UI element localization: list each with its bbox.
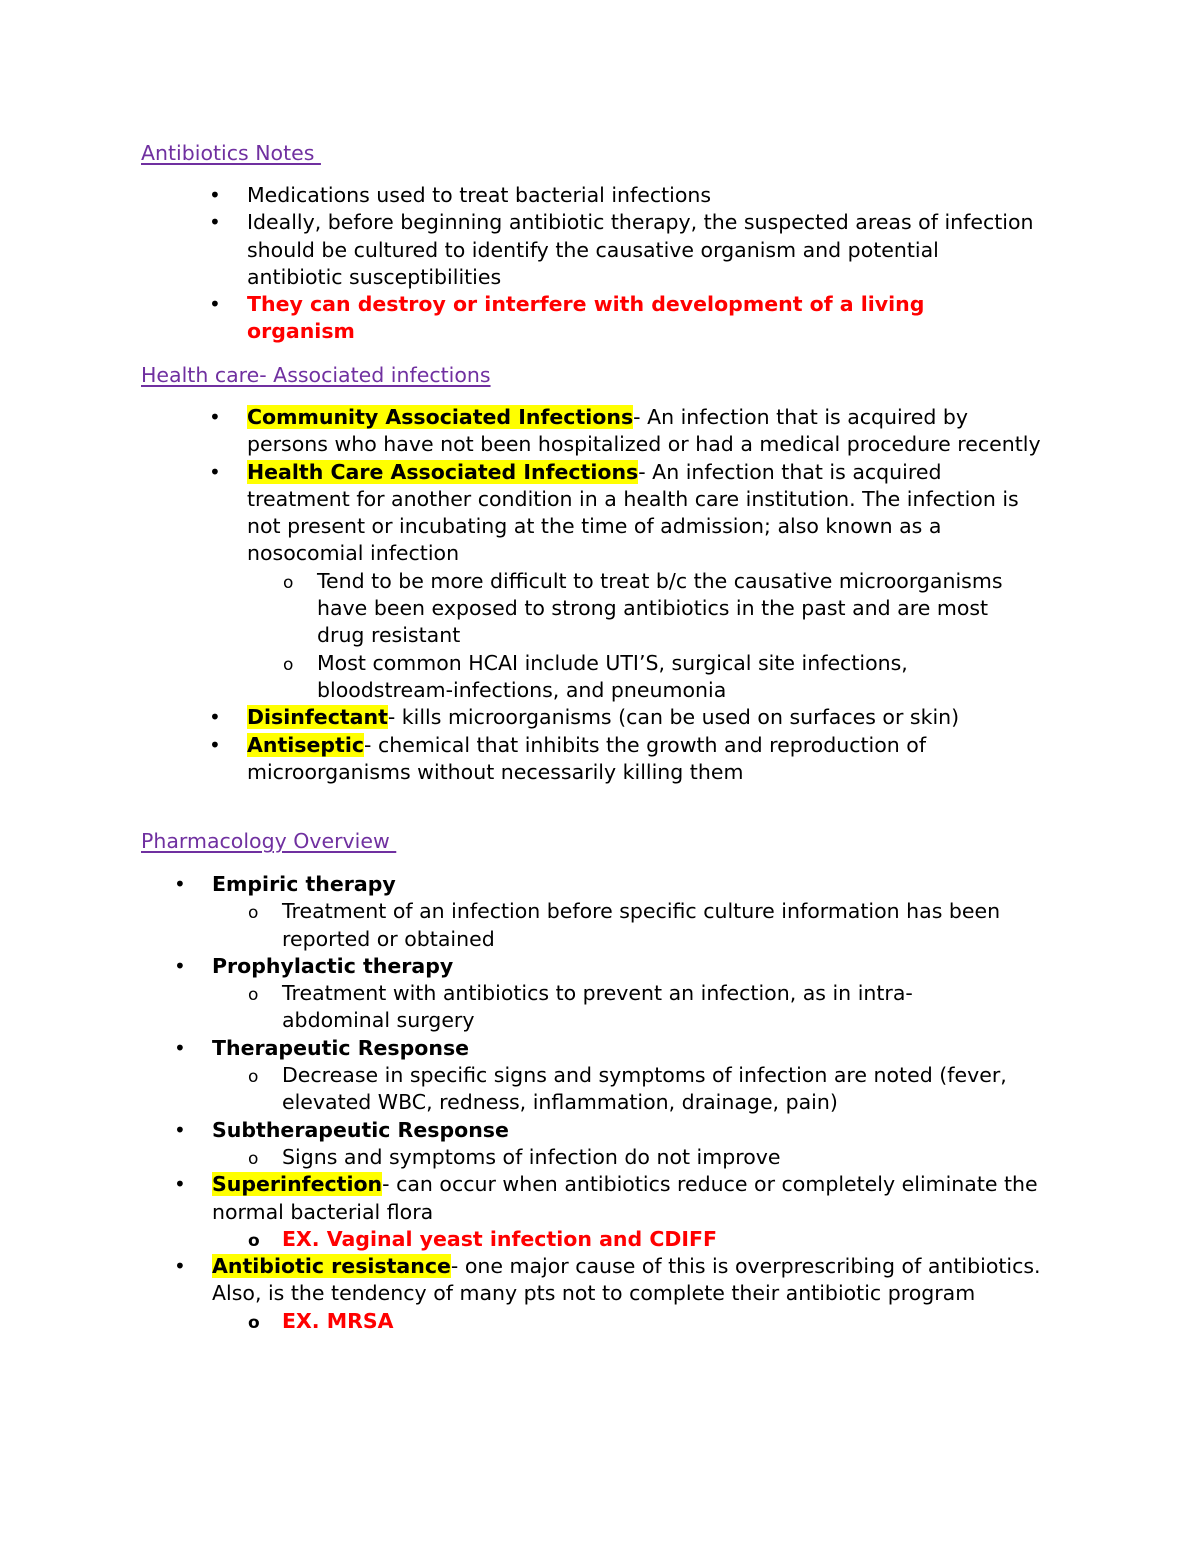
term-definition: - kills microorganisms (can be used on surfaces or skin) <box>387 705 960 730</box>
sub-bullet-icon: o <box>248 1067 259 1088</box>
list-item <box>174 1253 1057 1335</box>
sub-list <box>212 1226 1052 1253</box>
heading-antibiotics-notes: Antibiotics Notes <box>141 141 321 165</box>
term-definition: - An infection that is acquired treatment for another condition in a health care institution. The infection is not present or incubating at the time of admission; also known as a nosocomial infection <box>247 459 1019 566</box>
sub-item-text: Treatment with antibiotics to prevent an infection, as in intra-abdominal surgery <box>282 981 913 1033</box>
list-item <box>209 209 1037 291</box>
term-highlight: Health Care Associated Infections <box>247 459 639 484</box>
term-definition: - can occur when antibiotics reduce or completely eliminate the normal bacterial flora <box>212 1172 1038 1224</box>
sub-bullet-icon: o <box>283 654 294 675</box>
term-highlight: Disinfectant <box>247 705 388 730</box>
antibiotics-notes-list <box>209 182 1037 346</box>
term-highlight: Community Associated Infections <box>247 405 634 429</box>
sub-list <box>212 1308 1052 1335</box>
heading-health-care-associated-infections: Health care- Associated infections <box>141 363 491 387</box>
item-text: Ideally, before beginning antibiotic therapy, the suspected areas of infection should be cultured to identify the causative organism and potential antibiotic susceptibilities <box>247 210 1034 289</box>
bullet-icon: • <box>209 210 221 235</box>
sub-list <box>247 568 1037 704</box>
list-item <box>209 182 1037 209</box>
list-item <box>209 732 1047 787</box>
item-text-emphasis: They can destroy or interfere with development of a living organism <box>247 292 925 344</box>
pharmacology-list <box>174 871 1057 1335</box>
sub-bullet-icon: o <box>283 572 294 593</box>
sub-item-text-emphasis: EX. Vaginal yeast infection and CDIFF <box>282 1226 718 1251</box>
sub-bullet-icon: o <box>248 1148 259 1169</box>
term-highlight: Antiseptic <box>247 732 365 757</box>
sub-list-item <box>248 1144 1052 1171</box>
list-item <box>209 704 1047 731</box>
sub-list <box>212 1062 1057 1117</box>
bullet-icon: • <box>209 732 221 757</box>
sub-bullet-icon: o <box>248 1230 260 1251</box>
sub-bullet-icon: o <box>248 903 259 924</box>
sub-bullet-icon: o <box>248 1312 260 1333</box>
sub-list-item <box>248 1226 1052 1253</box>
term-definition: - one major cause of this is overprescribing of antibiotics. Also, is the tendency of many pts not to complete their antibiotic program <box>212 1254 1041 1306</box>
term-definition: - chemical that inhibits the growth and reproduction of microorganisms without necessarily killing them <box>247 732 927 784</box>
sub-item-text: Signs and symptoms of infection do not improve <box>282 1144 781 1169</box>
bullet-icon: • <box>174 1172 186 1197</box>
term-highlight: Superinfection <box>212 1172 383 1197</box>
list-item <box>174 1035 1057 1117</box>
sub-list <box>212 980 982 1035</box>
sub-list-item <box>283 650 1037 705</box>
bullet-icon: • <box>174 953 186 978</box>
item-text: Medications used to treat bacterial infections <box>247 183 712 207</box>
list-item <box>174 1171 1057 1253</box>
bullet-icon: • <box>209 459 221 484</box>
sub-item-text: Treatment of an infection before specific culture information has been reported or obtained <box>282 899 1001 951</box>
list-item <box>174 953 1057 1035</box>
term-label: Therapeutic Response <box>212 1035 470 1060</box>
list-item <box>209 291 1037 346</box>
bullet-icon: • <box>209 705 221 730</box>
sub-item-text: Decrease in specific signs and symptoms of infection are noted (fever, elevated WBC, redness, inflammation, drainage, pain) <box>282 1063 1007 1115</box>
list-item <box>174 871 1057 953</box>
sub-list-item <box>248 1062 1057 1117</box>
heading-pharmacology-overview: Pharmacology Overview <box>141 829 397 853</box>
list-item <box>209 459 1047 705</box>
sub-list-item <box>248 980 982 1035</box>
term-label: Prophylactic therapy <box>212 953 454 978</box>
sub-item-text: Most common HCAI include UTI’S, surgical site infections, bloodstream-infections, and pneumonia <box>317 650 908 702</box>
term-highlight: Antibiotic resistance <box>212 1254 451 1279</box>
bullet-icon: • <box>209 292 221 317</box>
health-care-list <box>209 404 1047 786</box>
bullet-icon: • <box>209 405 221 429</box>
list-item <box>209 404 1047 459</box>
sub-item-text-emphasis: EX. MRSA <box>282 1308 394 1333</box>
bullet-icon: • <box>174 1254 186 1279</box>
bullet-icon: • <box>174 1035 186 1060</box>
bullet-icon: • <box>174 872 186 896</box>
sub-list-item <box>283 568 1037 650</box>
sub-bullet-icon: o <box>248 985 259 1006</box>
sub-list <box>212 898 1052 953</box>
list-item <box>174 1117 1057 1172</box>
bullet-icon: • <box>174 1117 186 1142</box>
term-definition: - An infection that is acquired by persons who have not been hospitalized or had a medical procedure recently <box>247 405 1041 457</box>
sub-list-item <box>248 898 1052 953</box>
sub-list <box>212 1144 1052 1171</box>
sub-list-item <box>248 1308 1052 1335</box>
term-label: Subtherapeutic Response <box>212 1117 509 1142</box>
term-label: Empiric therapy <box>212 872 396 896</box>
bullet-icon: • <box>209 183 221 207</box>
sub-item-text: Tend to be more difficult to treat b/c the causative microorganisms have been exposed to strong antibiotics in the past and are most drug resistant <box>317 568 1003 648</box>
